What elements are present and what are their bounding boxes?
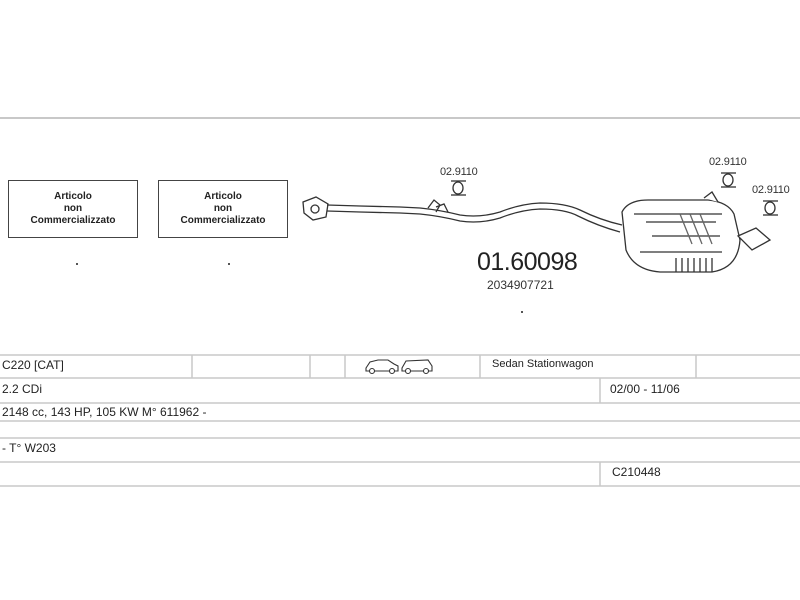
oem-number: 2034907721	[487, 278, 554, 292]
table-lines	[0, 355, 800, 486]
rear-muffler-icon	[622, 192, 770, 272]
article-box-middle-line3: Commercializzato	[180, 215, 266, 226]
part-label-clamp-c: 02.9110	[752, 184, 790, 196]
stationwagon-car-icon	[402, 360, 432, 374]
part-label-clamp-b: 02.9110	[709, 156, 747, 168]
article-box-middle-line1: Articolo	[204, 191, 242, 202]
main-part-number: 01.60098	[477, 248, 578, 276]
engine-cell: 2.2 CDi	[2, 382, 43, 396]
dot-main	[521, 311, 523, 313]
hanger-c-icon	[763, 201, 778, 215]
years-cell: 02/00 - 11/06	[610, 382, 680, 396]
specs-cell: 2148 cc, 143 HP, 105 KW M° 611962 -	[2, 405, 207, 419]
part-label-clamp-a: 02.9110	[440, 166, 478, 178]
hanger-a-icon	[451, 181, 466, 195]
front-pipe-icon	[327, 200, 622, 232]
chassis-cell: - T° W203	[2, 441, 56, 455]
model-cell: C220 [CAT]	[2, 358, 64, 372]
hanger-b-icon	[721, 173, 736, 187]
sedan-car-icon	[366, 360, 398, 374]
article-box-left-line3: Commercializzato	[30, 215, 116, 226]
article-box-middle-line2: non	[213, 203, 233, 214]
code-cell: C210448	[612, 465, 661, 479]
article-box-left-line2: non	[63, 203, 83, 214]
flange-icon	[303, 197, 328, 220]
body-types-cell: Sedan Stationwagon	[492, 358, 594, 370]
article-box-left-line1: Articolo	[54, 191, 92, 202]
